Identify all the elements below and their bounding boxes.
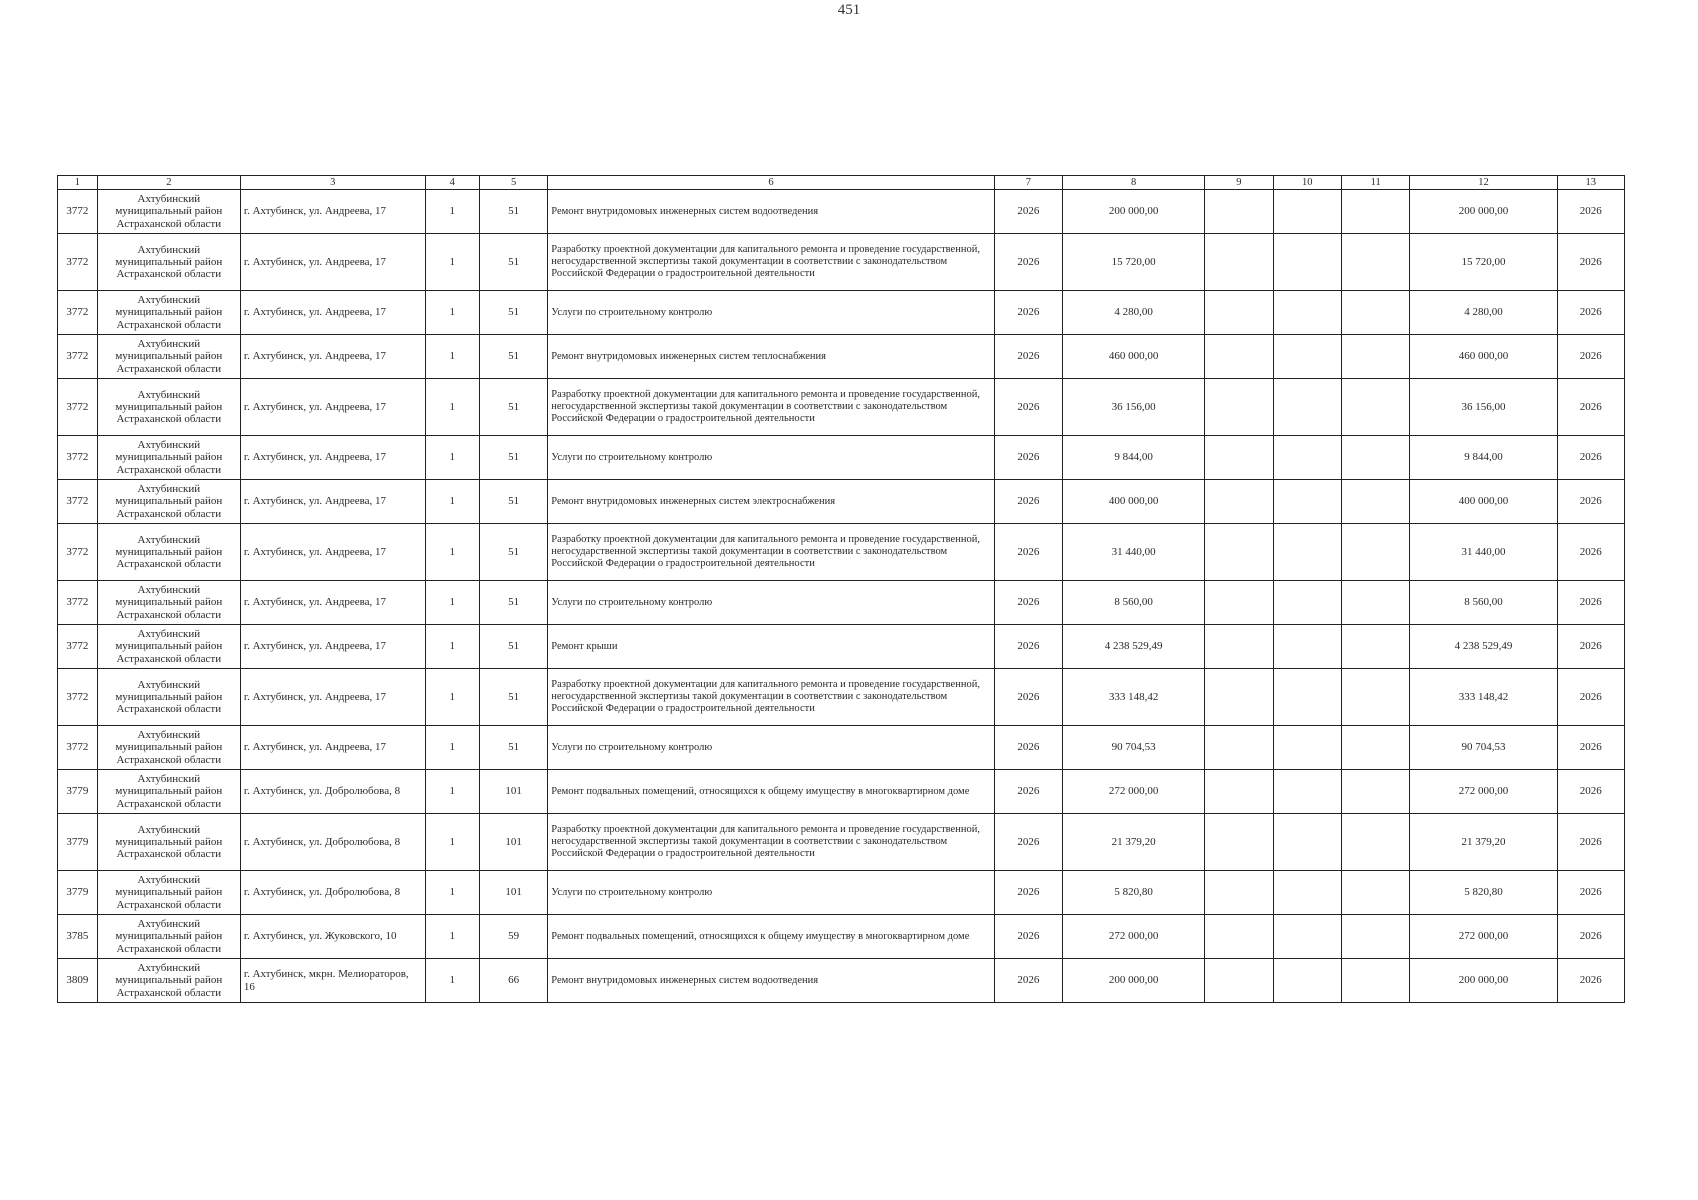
district-cell: Ахтубинский муниципальный район Астраханской области	[97, 959, 240, 1003]
total-cost-cell: 15 720,00	[1410, 234, 1557, 291]
column-11-cell	[1341, 814, 1409, 871]
column-5-cell: 66	[479, 959, 547, 1003]
completion-year-cell: 2026	[1557, 335, 1625, 379]
cost-cell: 5 820,80	[1063, 871, 1205, 915]
year-cell: 2026	[994, 871, 1062, 915]
column-number-1: 1	[58, 176, 98, 190]
year-cell: 2026	[994, 770, 1062, 814]
column-11-cell	[1341, 669, 1409, 726]
column-9-cell	[1205, 190, 1273, 234]
work-type-cell: Разработку проектной документации для капитального ремонта и проведение государственной, негосударственной экспертизы такой документации в соответствии с законодательством Российской Федерации о градостроительной деятельности	[548, 669, 994, 726]
address-cell: г. Ахтубинск, ул. Добролюбова, 8	[240, 871, 425, 915]
address-cell: г. Ахтубинск, ул. Андреева, 17	[240, 379, 425, 436]
column-11-cell	[1341, 625, 1409, 669]
table-row	[58, 335, 1625, 379]
column-11-cell	[1341, 291, 1409, 335]
object-number-cell: 3779	[58, 871, 98, 915]
work-type-cell: Услуги по строительному контролю	[548, 436, 994, 480]
completion-year-cell: 2026	[1557, 480, 1625, 524]
table-body	[58, 190, 1625, 1003]
column-5-cell: 59	[479, 915, 547, 959]
district-cell: Ахтубинский муниципальный район Астраханской области	[97, 915, 240, 959]
column-5-cell: 51	[479, 625, 547, 669]
column-5-cell: 51	[479, 669, 547, 726]
district-cell: Ахтубинский муниципальный район Астраханской области	[97, 871, 240, 915]
object-number-cell: 3772	[58, 726, 98, 770]
column-10-cell	[1273, 871, 1341, 915]
column-9-cell	[1205, 436, 1273, 480]
column-10-cell	[1273, 959, 1341, 1003]
year-cell: 2026	[994, 190, 1062, 234]
table-row	[58, 814, 1625, 871]
total-cost-cell: 333 148,42	[1410, 669, 1557, 726]
cost-cell: 8 560,00	[1063, 581, 1205, 625]
work-type-cell: Ремонт внутридомовых инженерных систем водоотведения	[548, 190, 994, 234]
cost-cell: 15 720,00	[1063, 234, 1205, 291]
column-5-cell: 101	[479, 770, 547, 814]
year-cell: 2026	[994, 625, 1062, 669]
completion-year-cell: 2026	[1557, 625, 1625, 669]
object-number-cell: 3772	[58, 625, 98, 669]
column-10-cell	[1273, 291, 1341, 335]
year-cell: 2026	[994, 524, 1062, 581]
completion-year-cell: 2026	[1557, 436, 1625, 480]
total-cost-cell: 5 820,80	[1410, 871, 1557, 915]
column-number-12: 12	[1410, 176, 1557, 190]
column-11-cell	[1341, 524, 1409, 581]
total-cost-cell: 400 000,00	[1410, 480, 1557, 524]
work-type-cell: Ремонт внутридомовых инженерных систем электроснабжения	[548, 480, 994, 524]
cost-cell: 21 379,20	[1063, 814, 1205, 871]
table-row	[58, 581, 1625, 625]
object-number-cell: 3772	[58, 524, 98, 581]
column-9-cell	[1205, 959, 1273, 1003]
address-cell: г. Ахтубинск, ул. Андреева, 17	[240, 669, 425, 726]
district-cell: Ахтубинский муниципальный район Астраханской области	[97, 335, 240, 379]
object-number-cell: 3785	[58, 915, 98, 959]
column-10-cell	[1273, 379, 1341, 436]
column-4-cell: 1	[425, 480, 479, 524]
year-cell: 2026	[994, 379, 1062, 436]
completion-year-cell: 2026	[1557, 770, 1625, 814]
table-row	[58, 480, 1625, 524]
column-4-cell: 1	[425, 581, 479, 625]
column-number-5: 5	[479, 176, 547, 190]
column-11-cell	[1341, 234, 1409, 291]
column-4-cell: 1	[425, 814, 479, 871]
district-cell: Ахтубинский муниципальный район Астраханской области	[97, 291, 240, 335]
cost-cell: 400 000,00	[1063, 480, 1205, 524]
object-number-cell: 3779	[58, 814, 98, 871]
column-4-cell: 1	[425, 436, 479, 480]
district-cell: Ахтубинский муниципальный район Астраханской области	[97, 480, 240, 524]
district-cell: Ахтубинский муниципальный район Астраханской области	[97, 814, 240, 871]
completion-year-cell: 2026	[1557, 726, 1625, 770]
district-cell: Ахтубинский муниципальный район Астраханской области	[97, 726, 240, 770]
work-type-cell: Ремонт внутридомовых инженерных систем водоотведения	[548, 959, 994, 1003]
year-cell: 2026	[994, 726, 1062, 770]
address-cell: г. Ахтубинск, ул. Андреева, 17	[240, 524, 425, 581]
column-number-11: 11	[1341, 176, 1409, 190]
table-row	[58, 625, 1625, 669]
column-11-cell	[1341, 915, 1409, 959]
table-row	[58, 770, 1625, 814]
column-4-cell: 1	[425, 669, 479, 726]
column-9-cell	[1205, 581, 1273, 625]
year-cell: 2026	[994, 959, 1062, 1003]
column-11-cell	[1341, 726, 1409, 770]
work-type-cell: Разработку проектной документации для капитального ремонта и проведение государственной, негосударственной экспертизы такой документации в соответствии с законодательством Российской Федерации о градостроительной деятельности	[548, 524, 994, 581]
work-type-cell: Услуги по строительному контролю	[548, 291, 994, 335]
address-cell: г. Ахтубинск, ул. Андреева, 17	[240, 234, 425, 291]
year-cell: 2026	[994, 669, 1062, 726]
address-cell: г. Ахтубинск, ул. Андреева, 17	[240, 291, 425, 335]
address-cell: г. Ахтубинск, ул. Жуковского, 10	[240, 915, 425, 959]
column-9-cell	[1205, 335, 1273, 379]
district-cell: Ахтубинский муниципальный район Астраханской области	[97, 581, 240, 625]
column-5-cell: 101	[479, 871, 547, 915]
total-cost-cell: 200 000,00	[1410, 959, 1557, 1003]
object-number-cell: 3772	[58, 480, 98, 524]
work-type-cell: Ремонт внутридомовых инженерных систем теплоснабжения	[548, 335, 994, 379]
total-cost-cell: 9 844,00	[1410, 436, 1557, 480]
table-row	[58, 379, 1625, 436]
completion-year-cell: 2026	[1557, 915, 1625, 959]
column-4-cell: 1	[425, 524, 479, 581]
column-5-cell: 51	[479, 291, 547, 335]
cost-cell: 31 440,00	[1063, 524, 1205, 581]
object-number-cell: 3772	[58, 669, 98, 726]
total-cost-cell: 272 000,00	[1410, 915, 1557, 959]
column-9-cell	[1205, 234, 1273, 291]
work-type-cell: Услуги по строительному контролю	[548, 726, 994, 770]
table-row	[58, 524, 1625, 581]
table-row	[58, 291, 1625, 335]
column-5-cell: 51	[479, 726, 547, 770]
total-cost-cell: 21 379,20	[1410, 814, 1557, 871]
column-10-cell	[1273, 524, 1341, 581]
address-cell: г. Ахтубинск, ул. Андреева, 17	[240, 480, 425, 524]
completion-year-cell: 2026	[1557, 581, 1625, 625]
column-5-cell: 51	[479, 581, 547, 625]
district-cell: Ахтубинский муниципальный район Астраханской области	[97, 625, 240, 669]
district-cell: Ахтубинский муниципальный район Астраханской области	[97, 379, 240, 436]
address-cell: г. Ахтубинск, ул. Андреева, 17	[240, 436, 425, 480]
cost-cell: 272 000,00	[1063, 915, 1205, 959]
total-cost-cell: 200 000,00	[1410, 190, 1557, 234]
column-10-cell	[1273, 335, 1341, 379]
column-11-cell	[1341, 335, 1409, 379]
object-number-cell: 3779	[58, 770, 98, 814]
table-row	[58, 915, 1625, 959]
column-number-4: 4	[425, 176, 479, 190]
column-10-cell	[1273, 915, 1341, 959]
column-9-cell	[1205, 291, 1273, 335]
column-5-cell: 51	[479, 190, 547, 234]
column-10-cell	[1273, 581, 1341, 625]
column-number-6: 6	[548, 176, 994, 190]
object-number-cell: 3772	[58, 291, 98, 335]
column-9-cell	[1205, 669, 1273, 726]
cost-cell: 200 000,00	[1063, 959, 1205, 1003]
work-type-cell: Разработку проектной документации для капитального ремонта и проведение государственной, негосударственной экспертизы такой документации в соответствии с законодательством Российской Федерации о градостроительной деятельности	[548, 814, 994, 871]
column-number-3: 3	[240, 176, 425, 190]
work-type-cell: Ремонт подвальных помещений, относящихся к общему имуществу в многоквартирном доме	[548, 915, 994, 959]
column-10-cell	[1273, 436, 1341, 480]
column-10-cell	[1273, 480, 1341, 524]
column-number-9: 9	[1205, 176, 1273, 190]
completion-year-cell: 2026	[1557, 379, 1625, 436]
column-4-cell: 1	[425, 959, 479, 1003]
column-9-cell	[1205, 770, 1273, 814]
column-4-cell: 1	[425, 625, 479, 669]
year-cell: 2026	[994, 436, 1062, 480]
district-cell: Ахтубинский муниципальный район Астраханской области	[97, 669, 240, 726]
address-cell: г. Ахтубинск, ул. Андреева, 17	[240, 581, 425, 625]
district-cell: Ахтубинский муниципальный район Астраханской области	[97, 436, 240, 480]
cost-cell: 9 844,00	[1063, 436, 1205, 480]
object-number-cell: 3772	[58, 436, 98, 480]
work-type-cell: Услуги по строительному контролю	[548, 581, 994, 625]
page-number: 451	[837, 2, 861, 18]
object-number-cell: 3772	[58, 581, 98, 625]
column-11-cell	[1341, 871, 1409, 915]
column-9-cell	[1205, 480, 1273, 524]
object-number-cell: 3772	[58, 190, 98, 234]
address-cell: г. Ахтубинск, ул. Добролюбова, 8	[240, 770, 425, 814]
cost-cell: 333 148,42	[1063, 669, 1205, 726]
completion-year-cell: 2026	[1557, 959, 1625, 1003]
cost-cell: 4 238 529,49	[1063, 625, 1205, 669]
year-cell: 2026	[994, 581, 1062, 625]
total-cost-cell: 4 238 529,49	[1410, 625, 1557, 669]
column-5-cell: 51	[479, 335, 547, 379]
column-number-10: 10	[1273, 176, 1341, 190]
year-cell: 2026	[994, 480, 1062, 524]
table-row	[58, 190, 1625, 234]
column-9-cell	[1205, 524, 1273, 581]
column-10-cell	[1273, 234, 1341, 291]
district-cell: Ахтубинский муниципальный район Астраханской области	[97, 234, 240, 291]
address-cell: г. Ахтубинск, ул. Андреева, 17	[240, 625, 425, 669]
table-row	[58, 669, 1625, 726]
completion-year-cell: 2026	[1557, 190, 1625, 234]
object-number-cell: 3772	[58, 234, 98, 291]
column-number-row	[58, 176, 1625, 190]
column-11-cell	[1341, 770, 1409, 814]
column-9-cell	[1205, 871, 1273, 915]
column-4-cell: 1	[425, 770, 479, 814]
object-number-cell: 3772	[58, 335, 98, 379]
total-cost-cell: 90 704,53	[1410, 726, 1557, 770]
column-number-2: 2	[97, 176, 240, 190]
completion-year-cell: 2026	[1557, 524, 1625, 581]
total-cost-cell: 460 000,00	[1410, 335, 1557, 379]
column-9-cell	[1205, 915, 1273, 959]
completion-year-cell: 2026	[1557, 814, 1625, 871]
column-9-cell	[1205, 814, 1273, 871]
column-4-cell: 1	[425, 871, 479, 915]
district-cell: Ахтубинский муниципальный район Астраханской области	[97, 770, 240, 814]
column-9-cell	[1205, 379, 1273, 436]
total-cost-cell: 36 156,00	[1410, 379, 1557, 436]
column-11-cell	[1341, 581, 1409, 625]
column-4-cell: 1	[425, 335, 479, 379]
work-type-cell: Услуги по строительному контролю	[548, 871, 994, 915]
column-5-cell: 51	[479, 234, 547, 291]
column-11-cell	[1341, 436, 1409, 480]
year-cell: 2026	[994, 814, 1062, 871]
column-4-cell: 1	[425, 379, 479, 436]
table-row	[58, 959, 1625, 1003]
work-type-cell: Ремонт подвальных помещений, относящихся к общему имуществу в многоквартирном доме	[548, 770, 994, 814]
column-10-cell	[1273, 770, 1341, 814]
work-type-cell: Ремонт крыши	[548, 625, 994, 669]
table-header	[58, 176, 1625, 190]
district-cell: Ахтубинский муниципальный район Астраханской области	[97, 190, 240, 234]
column-4-cell: 1	[425, 234, 479, 291]
column-5-cell: 51	[479, 480, 547, 524]
column-10-cell	[1273, 190, 1341, 234]
work-type-cell: Разработку проектной документации для капитального ремонта и проведение государственной, негосударственной экспертизы такой документации в соответствии с законодательством Российской Федерации о градостроительной деятельности	[548, 379, 994, 436]
column-10-cell	[1273, 625, 1341, 669]
column-number-8: 8	[1063, 176, 1205, 190]
address-cell: г. Ахтубинск, ул. Андреева, 17	[240, 726, 425, 770]
total-cost-cell: 31 440,00	[1410, 524, 1557, 581]
column-11-cell	[1341, 190, 1409, 234]
address-cell: г. Ахтубинск, ул. Добролюбова, 8	[240, 814, 425, 871]
object-number-cell: 3809	[58, 959, 98, 1003]
cost-cell: 200 000,00	[1063, 190, 1205, 234]
completion-year-cell: 2026	[1557, 669, 1625, 726]
cost-cell: 36 156,00	[1063, 379, 1205, 436]
column-5-cell: 51	[479, 379, 547, 436]
completion-year-cell: 2026	[1557, 871, 1625, 915]
column-number-13: 13	[1557, 176, 1625, 190]
completion-year-cell: 2026	[1557, 291, 1625, 335]
address-cell: г. Ахтубинск, ул. Андреева, 17	[240, 335, 425, 379]
column-number-7: 7	[994, 176, 1062, 190]
column-4-cell: 1	[425, 291, 479, 335]
year-cell: 2026	[994, 234, 1062, 291]
column-11-cell	[1341, 379, 1409, 436]
year-cell: 2026	[994, 915, 1062, 959]
cost-cell: 90 704,53	[1063, 726, 1205, 770]
column-11-cell	[1341, 480, 1409, 524]
column-4-cell: 1	[425, 915, 479, 959]
cost-cell: 460 000,00	[1063, 335, 1205, 379]
column-10-cell	[1273, 814, 1341, 871]
column-5-cell: 51	[479, 436, 547, 480]
object-number-cell: 3772	[58, 379, 98, 436]
total-cost-cell: 4 280,00	[1410, 291, 1557, 335]
completion-year-cell: 2026	[1557, 234, 1625, 291]
table-row	[58, 234, 1625, 291]
column-5-cell: 101	[479, 814, 547, 871]
cost-cell: 4 280,00	[1063, 291, 1205, 335]
column-9-cell	[1205, 726, 1273, 770]
table-row	[58, 726, 1625, 770]
year-cell: 2026	[994, 335, 1062, 379]
table-row	[58, 436, 1625, 480]
column-4-cell: 1	[425, 726, 479, 770]
repair-program-table	[57, 175, 1625, 1003]
column-4-cell: 1	[425, 190, 479, 234]
cost-cell: 272 000,00	[1063, 770, 1205, 814]
total-cost-cell: 8 560,00	[1410, 581, 1557, 625]
total-cost-cell: 272 000,00	[1410, 770, 1557, 814]
district-cell: Ахтубинский муниципальный район Астраханской области	[97, 524, 240, 581]
column-9-cell	[1205, 625, 1273, 669]
table-row	[58, 871, 1625, 915]
work-type-cell: Разработку проектной документации для капитального ремонта и проведение государственной, негосударственной экспертизы такой документации в соответствии с законодательством Российской Федерации о градостроительной деятельности	[548, 234, 994, 291]
column-11-cell	[1341, 959, 1409, 1003]
column-10-cell	[1273, 726, 1341, 770]
column-5-cell: 51	[479, 524, 547, 581]
address-cell: г. Ахтубинск, мкрн. Мелиораторов, 16	[240, 959, 425, 1003]
column-10-cell	[1273, 669, 1341, 726]
year-cell: 2026	[994, 291, 1062, 335]
address-cell: г. Ахтубинск, ул. Андреева, 17	[240, 190, 425, 234]
